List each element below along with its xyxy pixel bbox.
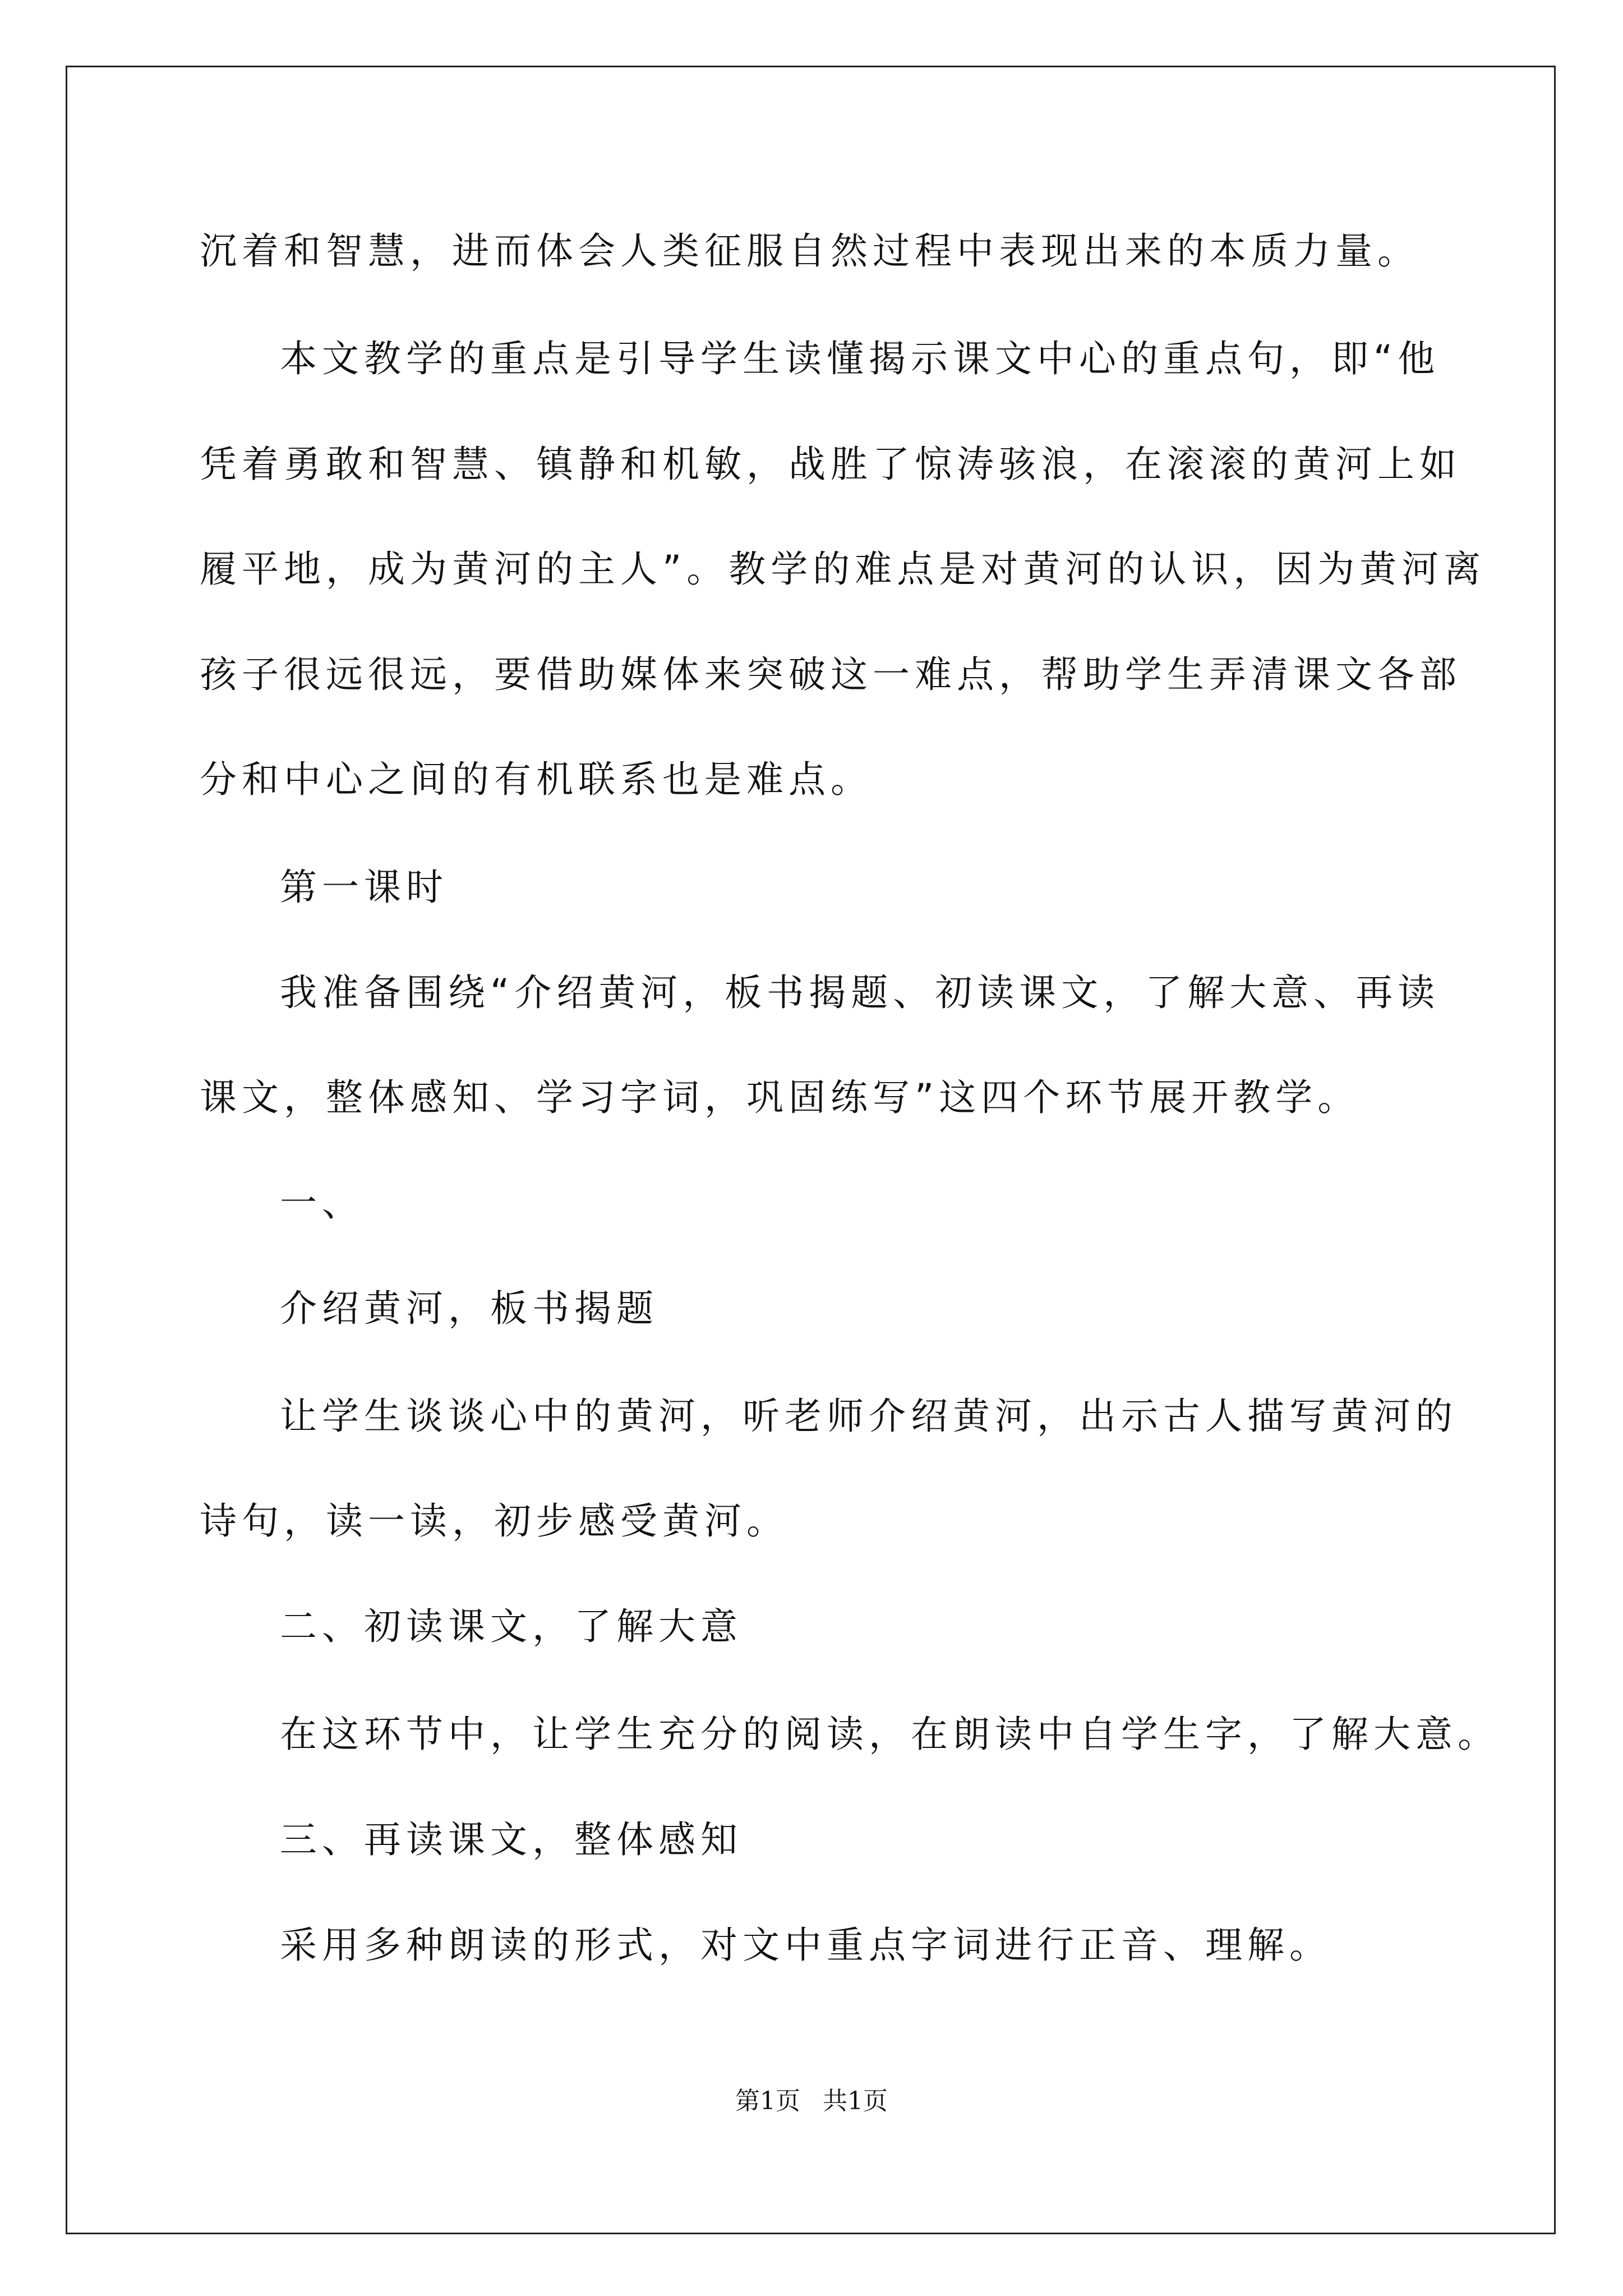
section-heading: 二、初读课文，了解大意: [280, 1605, 743, 1648]
page-number-current: 第1页: [735, 2087, 800, 2115]
paragraph-line: 在这环节中，让学生充分的阅读，在朗读中自学生字，了解大意。: [280, 1713, 1500, 1756]
paragraph-line: 孩子很远很远，要借助媒体来突破这一难点，帮助学生弄清课文各部: [200, 653, 1461, 696]
paragraph-line: 采用多种朗读的形式，对文中重点字词进行正音、理解。: [280, 1924, 1331, 1967]
paragraph-line: 凭着勇敢和智慧、镇静和机敏，战胜了惊涛骇浪，在滚滚的黄河上如: [200, 443, 1461, 486]
section-heading: 介绍黄河，板书揭题: [280, 1287, 658, 1330]
paragraph-line: 诗句，读一读，初步感受黄河。: [200, 1499, 789, 1543]
paragraph-line: 履平地，成为黄河的主人”。教学的难点是对黄河的认识，因为黄河离: [200, 547, 1486, 591]
paragraph-line: 我准备围绕“介绍黄河，板书揭题、初读课文，了解大意、再读: [280, 971, 1440, 1014]
page-border: [66, 66, 1556, 2234]
section-heading: 第一课时: [280, 866, 448, 909]
paragraph-line: 本文教学的重点是引导学生读懂揭示课文中心的重点句，即“他: [280, 337, 1440, 380]
paragraph-line: 沉着和智慧，进而体会人类征服自然过程中表现出来的本质力量。: [200, 229, 1419, 273]
page-number-total: 共1页: [823, 2087, 888, 2115]
page-footer: [0, 2085, 1623, 2118]
paragraph-line: 分和中心之间的有机联系也是难点。: [200, 758, 873, 801]
paragraph-line: 让学生谈谈心中的黄河，听老师介绍黄河，出示古人描写黄河的: [280, 1395, 1458, 1438]
section-heading: 三、再读课文，整体感知: [280, 1818, 743, 1861]
paragraph-line: 课文，整体感知、学习字词，巩固练写”这四个环节展开教学。: [200, 1076, 1360, 1119]
section-heading: 一、: [280, 1181, 364, 1225]
